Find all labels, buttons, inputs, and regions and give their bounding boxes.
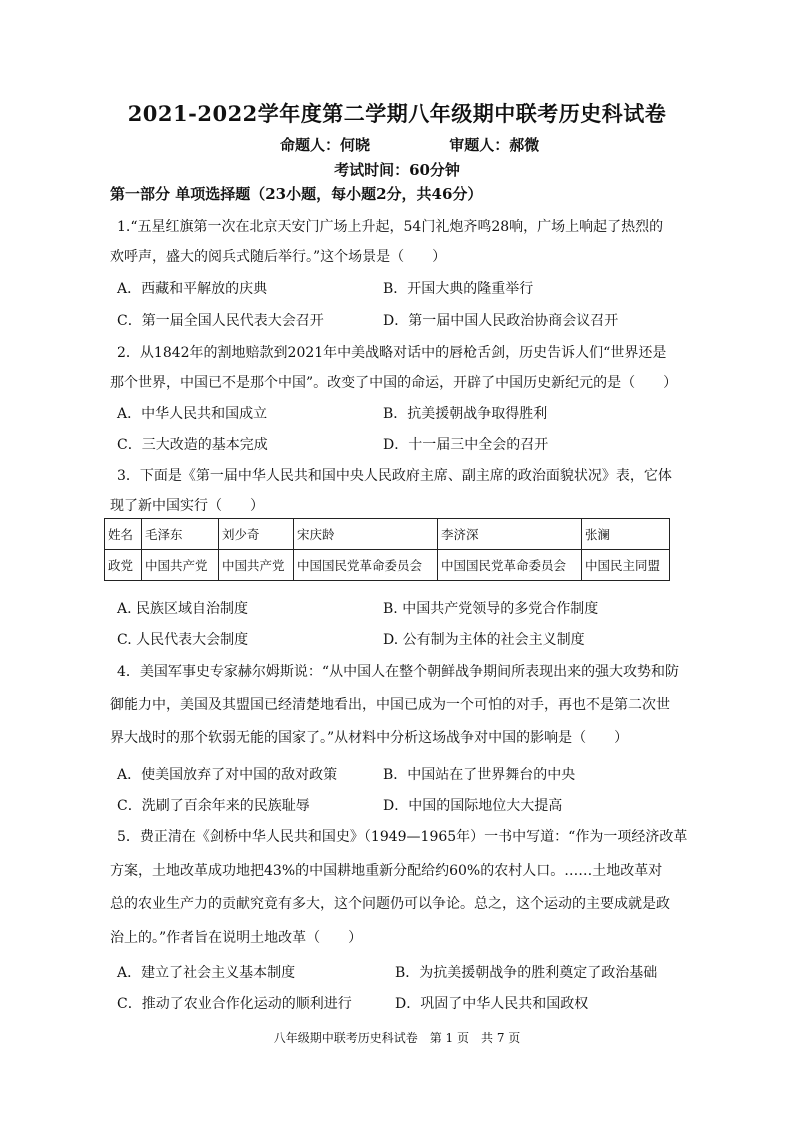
political-affiliation-table: [104, 518, 670, 581]
question-4-line-3: 界大战时的那个软弱无能的国家了。”从材料中分析这场战争对中国的影响是（ ）: [110, 730, 629, 746]
table-cell: 中国民主同盟: [582, 550, 670, 581]
question-1-option-d: D．第一届中国人民政治协商会议召开: [383, 313, 619, 329]
question-3-option-d: D. 公有制为主体的社会主义制度: [383, 632, 585, 648]
question-5-option-b: B．为抗美援朝战争的胜利奠定了政治基础: [395, 965, 658, 981]
authors-line: [280, 134, 539, 155]
table-cell: 张澜: [582, 519, 670, 550]
question-4-option-a: A．使美国放弃了对中国的敌对政策: [117, 767, 338, 783]
question-2-line-2: 那个世界，中国已不是那个中国”。改变了中国的命运，开辟了中国历史新纪元的是（ ）: [110, 375, 678, 391]
question-1-option-c: C．第一届全国人民代表大会召开: [117, 313, 324, 329]
question-5-option-d: D．巩固了中华人民共和国政权: [395, 996, 589, 1012]
question-1-option-a: A．西藏和平解放的庆典: [117, 281, 268, 297]
question-5-option-c: C．推动了农业合作化运动的顺利进行: [117, 996, 352, 1012]
question-5-option-a: A．建立了社会主义基本制度: [117, 965, 296, 981]
question-3-option-b: B. 中国共产党领导的多党合作制度: [383, 601, 599, 617]
question-1-line-1: 1.“五星红旗第一次在北京天安门广场上升起，54门礼炮齐鸣28响，广场上响起了热烈的: [117, 219, 664, 235]
question-5-line-2: 方案，土地改革成功地把43%的中国耕地重新分配给约60%的农村人口。……土地改革对: [110, 863, 663, 879]
table-cell: 姓名: [105, 519, 142, 550]
setter-label: 命题人：何晓: [280, 136, 371, 154]
question-3-option-a: A. 民族区域自治制度: [117, 601, 249, 617]
question-4-option-c: C．洗刷了百余年来的民族耻辱: [117, 798, 310, 814]
question-2-option-b: B．抗美援朝战争取得胜利: [383, 406, 548, 422]
table-cell: 刘少奇: [219, 519, 294, 550]
section-title: 第一部分 单项选择题（23小题，每小题2分，共46分）: [110, 185, 483, 203]
page-footer: 八年级期中联考历史科试卷 第 1 页 共 7 页: [273, 1031, 521, 1045]
table-row: [105, 519, 670, 550]
question-3-option-c: C. 人民代表大会制度: [117, 632, 249, 648]
table-cell: 政党: [105, 550, 142, 581]
table-row: [105, 550, 670, 581]
question-2-option-c: C．三大改造的基本完成: [117, 437, 268, 453]
table-cell: 毛泽东: [142, 519, 219, 550]
exam-title: 2021-2022学年度第二学期八年级期中联考历史科试卷: [127, 101, 667, 126]
question-4-option-d: D．中国的国际地位大大提高: [383, 798, 563, 814]
table-cell: 中国共产党: [219, 550, 294, 581]
question-4-option-b: B．中国站在了世界舞台的中央: [383, 767, 576, 783]
reviewer-label: 审题人：郝微: [449, 136, 540, 154]
table-cell: 宋庆龄: [294, 519, 438, 550]
question-2-line-1: 2．从1842年的割地赔款到2021年中美战略对话中的唇枪舌剑，历史告诉人们“世界还是: [117, 345, 667, 361]
question-1-line-2: 欢呼声，盛大的阅兵式随后举行。”这个场景是（ ）: [110, 249, 447, 265]
table-cell: 中国共产党: [142, 550, 219, 581]
question-5-line-3: 总的农业生产力的贡献究竟有多大，这个问题仍可以争论。总之，这个运动的主要成就是政: [110, 896, 670, 912]
question-4-line-1: 4．美国军事史专家赫尔姆斯说：“从中国人在整个朝鲜战争期间所表现出来的强大攻势和防: [117, 664, 680, 680]
table-cell: 李济深: [438, 519, 582, 550]
exam-time: 考试时间：60分钟: [334, 161, 460, 179]
question-1-option-b: B．开国大典的隆重举行: [383, 281, 534, 297]
table-cell: 中国国民党革命委员会: [294, 550, 438, 581]
question-4-line-2: 御能力中，美国及其盟国已经清楚地看出，中国已成为一个可怕的对手，再也不是第二次世: [110, 697, 670, 713]
question-2-option-d: D．十一届三中全会的召开: [383, 437, 549, 453]
question-5-line-4: 治上的。”作者旨在说明土地改革（ ）: [110, 930, 363, 946]
question-3-line-1: 3．下面是《第一届中华人民共和国中央人民政府主席、副主席的政治面貌状况》表，它体: [117, 468, 672, 484]
table-cell: 中国国民党革命委员会: [438, 550, 582, 581]
question-3-line-2: 现了新中国实行（ ）: [110, 498, 264, 514]
question-5-line-1: 5．费正清在《剑桥中华人民共和国史》（1949—1965年）一书中写道：“作为一项经济改革: [117, 829, 688, 845]
question-2-option-a: A．中华人民共和国成立: [117, 406, 268, 422]
